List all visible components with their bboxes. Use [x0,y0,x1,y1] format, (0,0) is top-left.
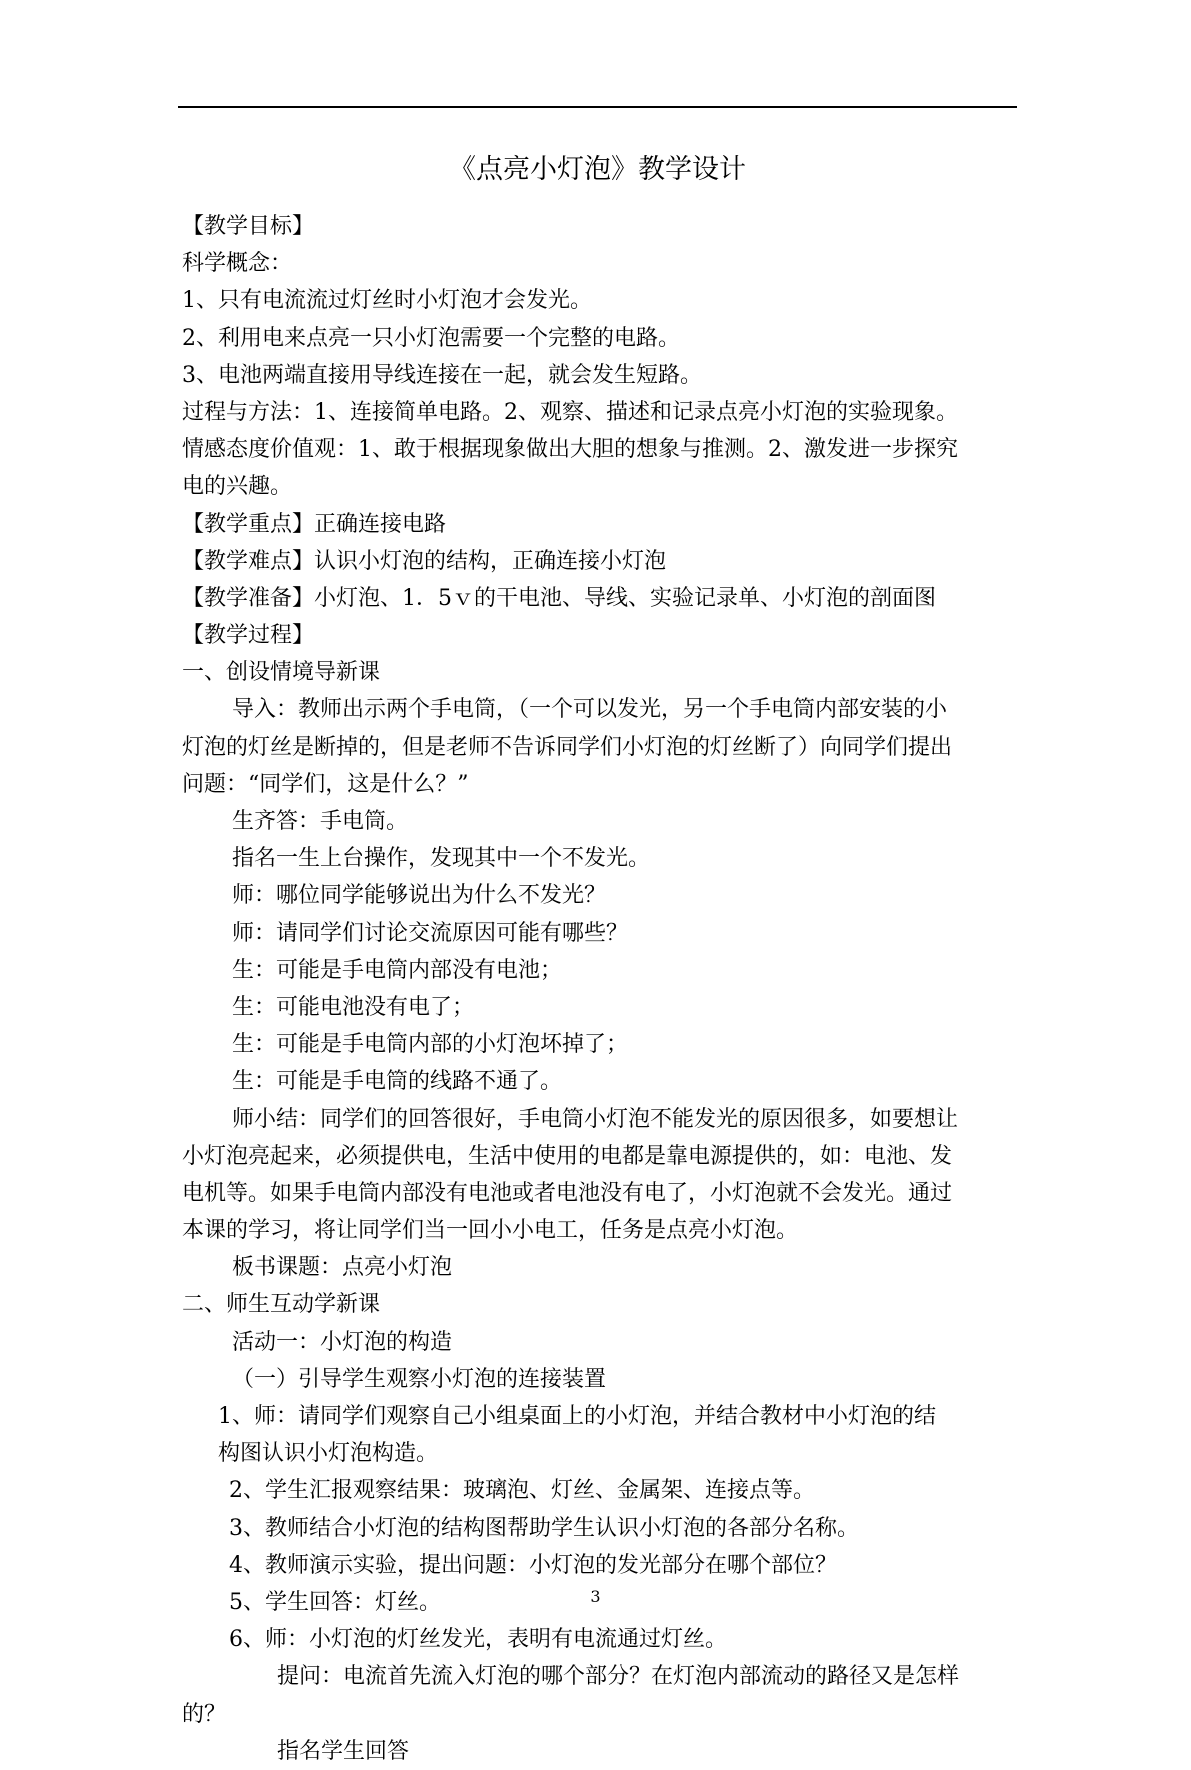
text-line: 生：可能电池没有电了； [232,994,475,1020]
text-line: 的？ [182,1701,227,1727]
text-line: 构图认识小灯泡构造。 [218,1441,439,1467]
text-line: 电机等。如果手电筒内部没有电池或者电池没有电了，小灯泡就不会发光。通过 [182,1180,953,1206]
text-line: 2、学生汇报观察结果：玻璃泡、灯丝、金属架、连接点等。 [229,1478,815,1504]
text-line: 师：哪位同学能够说出为什么不发光？ [232,883,607,909]
subsection-heading: 二、师生互动学新课 [182,1292,381,1318]
text-line: 师：请同学们讨论交流原因可能有哪些？ [232,920,629,946]
section-heading-process: 【教学过程】 [182,623,315,649]
section-heading-difficulties: 【教学难点】认识小灯泡的结构，正确连接小灯泡 [182,548,667,574]
text-line: 1、师：请同学们观察自己小组桌面上的小灯泡，并结合教材中小灯泡的结 [218,1404,936,1429]
text-line: 过程与方法：1、连接简单电路。2、观察、描述和记录点亮小灯泡的实验现象。 [182,399,958,425]
text-line: 4、教师演示实验，提出问题：小灯泡的发光部分在哪个部位？ [229,1552,837,1578]
text-line: 3、教师结合小灯泡的结构图帮助学生认识小灯泡的各部分名称。 [229,1515,859,1541]
section-heading-objectives: 【教学目标】 [182,214,315,239]
text-line: 科学概念： [182,251,293,277]
text-line: （一）引导学生观察小灯泡的连接装置 [232,1366,607,1392]
text-line: 2、利用电来点亮一只小灯泡需要一个完整的电路。 [182,325,680,351]
text-line: 生：可能是手电筒的线路不通了。 [232,1069,563,1095]
subsection-heading: 一、创设情境导新课 [182,660,381,686]
text-line: 师小结：同学们的回答很好，手电筒小灯泡不能发光的原因很多，如要想让 [232,1106,959,1132]
text-line: 小灯泡亮起来，必须提供电，生活中使用的电都是靠电源提供的，如：电池、发 [182,1143,953,1169]
page-number: 3 [590,1587,601,1606]
text-line: 板书课题：点亮小灯泡 [232,1255,453,1281]
text-line: 情感态度价值观：1、敢于根据现象做出大胆的想象与推测。2、激发进一步探究 [182,437,958,463]
text-line: 灯泡的灯丝是断掉的，但是老师不告诉同学们小灯泡的灯丝断了）向同学们提出 [182,734,953,760]
text-line: 导入：教师出示两个手电筒，（一个可以发光，另一个手电筒内部安装的小 [232,697,948,723]
text-line: 活动一：小灯泡的构造 [232,1329,453,1355]
text-line: 5、学生回答：灯丝。 [229,1589,441,1615]
text-line: 1、只有电流流过灯丝时小灯泡才会发光。 [182,288,592,314]
text-line: 生：可能是手电筒内部的小灯泡坏掉了； [232,1032,629,1058]
section-heading-key-points: 【教学重点】正确连接电路 [182,511,447,537]
text-line: 提问：电流首先流入灯泡的哪个部分？在灯泡内部流动的路径又是怎样 [277,1664,960,1690]
document-title: 《点亮小灯泡》教学设计 [449,154,746,185]
text-line: 问题：“同学们，这是什么？” [182,771,469,797]
text-line: 生齐答：手电筒。 [232,809,409,834]
text-line: 生：可能是手电筒内部没有电池； [232,957,563,983]
text-line: 6、师：小灯泡的灯丝发光，表明有电流通过灯丝。 [229,1627,727,1653]
text-line: 本课的学习，将让同学们当一回小小电工，任务是点亮小灯泡。 [182,1218,799,1244]
text-line: 指名一生上台操作，发现其中一个不发光。 [232,846,651,872]
document-body [182,208,1027,1770]
text-line: 指名学生回答 [277,1738,410,1764]
section-heading-preparation: 【教学准备】小灯泡、1．5ｖ的干电池、导线、实验记录单、小灯泡的剖面图 [182,585,936,611]
text-line: 电的兴趣。 [182,474,293,500]
text-line: 3、电池两端直接用导线连接在一起，就会发生短路。 [182,362,702,388]
header-rule [178,106,1017,108]
